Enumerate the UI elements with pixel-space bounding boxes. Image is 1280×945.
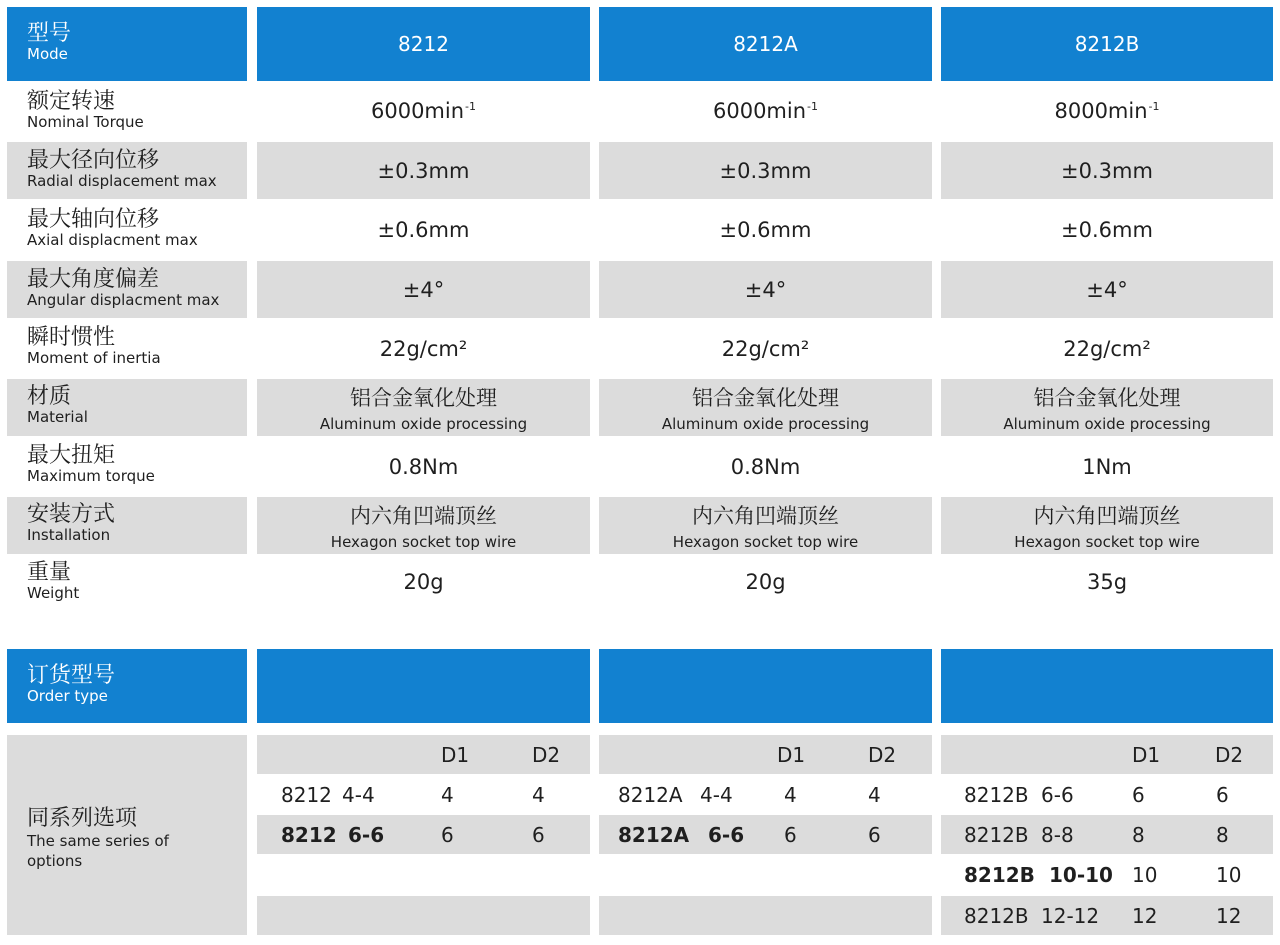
order-header-label-en: Order type	[27, 687, 108, 705]
order-model: 8212B	[964, 782, 1029, 807]
spec-value-cell	[257, 261, 590, 318]
spec-value-en: Aluminum oxide processing	[661, 415, 870, 433]
spec-value-en: Hexagon socket top wire	[1014, 533, 1200, 551]
spec-value-cell	[941, 320, 1273, 378]
spec-value: ±4°	[1086, 277, 1128, 302]
spec-value-cell	[599, 497, 932, 554]
order-header-cell	[257, 649, 590, 723]
spec-value: 铝合金氧化处理	[350, 386, 497, 410]
order-empty-row	[599, 896, 932, 935]
order-d1: 12	[1132, 903, 1158, 928]
row-label-en: Maximum torque	[27, 467, 155, 485]
spec-value: ±0.3mm	[377, 158, 470, 183]
row-label-zh: 最大角度偏差	[27, 267, 160, 292]
row-label-en: Weight	[27, 584, 80, 602]
d2-header: D2	[532, 742, 561, 767]
spec-value-cell	[599, 320, 932, 378]
spec-value: 22g/cm²	[1063, 337, 1151, 361]
order-header-cell	[599, 649, 932, 723]
spec-value: 6000min	[712, 99, 807, 123]
order-item-row	[599, 775, 932, 814]
spec-value-sup: -1	[1148, 100, 1160, 113]
spec-value-cell	[599, 438, 932, 496]
row-label-en: Axial displacment max	[27, 231, 198, 249]
spec-value: ±0.6mm	[1061, 218, 1153, 242]
order-model: 8212A	[618, 782, 683, 807]
order-empty-row	[257, 896, 590, 935]
order-d2: 12	[1216, 903, 1242, 928]
order-d2: 4	[532, 782, 545, 807]
d1-header: D1	[777, 742, 806, 767]
spec-value-cell	[599, 379, 932, 436]
spec-header-model-8212	[257, 7, 590, 81]
row-label-en: Material	[27, 408, 88, 426]
row-label-zh: 最大轴向位移	[27, 207, 160, 232]
spec-header-label-cell	[7, 7, 247, 81]
row-label-zh: 安装方式	[27, 502, 116, 527]
order-size: 4-4	[700, 782, 733, 807]
spec-row-label-rated-speed	[7, 82, 247, 140]
row-label-en: Nominal Torque	[27, 113, 144, 131]
spec-value: 内六角凹端顶丝	[350, 504, 497, 528]
spec-value-cell	[257, 320, 590, 378]
spec-value-cell	[941, 556, 1273, 608]
spec-value: 20g	[745, 570, 786, 594]
spec-value: ±0.3mm	[1061, 158, 1153, 183]
spec-value-cell	[941, 142, 1273, 199]
order-d2: 10	[1216, 862, 1242, 887]
spec-value-en: Aluminum oxide processing	[319, 415, 528, 433]
order-size: 12-12	[1041, 903, 1100, 928]
spec-value: 1Nm	[1082, 455, 1132, 479]
model-name: 8212B	[1074, 32, 1140, 56]
spec-row-label-weight	[7, 556, 247, 614]
order-item-row	[599, 815, 932, 854]
spec-value-cell	[599, 261, 932, 318]
spec-row-label-moment-of-inertia	[7, 320, 247, 378]
order-size: 8-8	[1041, 822, 1074, 847]
order-header-cell	[941, 649, 1273, 723]
spec-value: 35g	[1086, 570, 1128, 594]
series-label-zh: 同系列选项	[27, 806, 138, 831]
spec-value: 铝合金氧化处理	[692, 386, 839, 410]
spec-row-label-axial-displacement	[7, 201, 247, 259]
spec-value-cell	[941, 379, 1273, 436]
order-item-row	[941, 775, 1273, 814]
order-d2: 4	[868, 782, 881, 807]
row-label-zh: 材质	[27, 384, 72, 409]
order-empty-row	[257, 855, 590, 894]
spec-value-cell	[941, 438, 1273, 496]
order-d1: 6	[1132, 782, 1145, 807]
order-model: 8212B	[964, 862, 1035, 887]
order-size: 6-6	[708, 822, 745, 847]
spec-value: ±0.3mm	[719, 158, 812, 183]
order-d1: 4	[441, 782, 454, 807]
order-subheader-row	[257, 735, 590, 774]
order-series-label-cell	[7, 735, 247, 935]
model-name: 8212A	[733, 32, 798, 56]
spec-value-cell	[599, 82, 932, 140]
spec-value-cell	[941, 201, 1273, 259]
spec-value-cell	[599, 201, 932, 259]
spec-value-cell	[599, 556, 932, 608]
order-model: 8212A	[618, 822, 690, 847]
spec-value-en: Aluminum oxide processing	[1003, 415, 1211, 433]
order-empty-row	[599, 855, 932, 894]
order-model: 8212	[281, 782, 332, 807]
order-item-row	[941, 855, 1273, 894]
spec-header-model-8212b	[941, 7, 1273, 81]
order-model: 8212B	[964, 822, 1029, 847]
spec-value: 内六角凹端顶丝	[1033, 504, 1181, 528]
row-label-en: Moment of inertia	[27, 349, 161, 367]
row-label-en: Angular displacment max	[27, 291, 220, 309]
order-subheader-row	[941, 735, 1273, 774]
order-d2: 6	[868, 822, 881, 847]
spec-value-en: Hexagon socket top wire	[672, 533, 859, 551]
order-header-label-zh: 订货型号	[27, 663, 116, 688]
spec-row-label-radial-displacement	[7, 142, 247, 199]
spec-value: 20g	[403, 570, 444, 594]
d1-header: D1	[441, 742, 470, 767]
row-label-zh: 重量	[27, 560, 72, 585]
row-label-zh: 瞬时惯性	[27, 325, 116, 350]
order-size: 6-6	[348, 822, 385, 847]
order-item-row	[257, 775, 590, 814]
order-model: 8212	[281, 822, 337, 847]
spec-row-label-max-torque	[7, 438, 247, 496]
order-size: 4-4	[342, 782, 375, 807]
spec-value-cell	[257, 82, 590, 140]
order-header-label-cell	[7, 649, 247, 723]
spec-value-sup: -1	[807, 100, 818, 113]
d1-header: D1	[1132, 742, 1161, 767]
spec-value: 22g/cm²	[379, 337, 468, 361]
spec-row-label-material	[7, 379, 247, 436]
order-item-row	[941, 896, 1273, 935]
spec-value: ±4°	[402, 277, 445, 302]
spec-value-cell	[257, 201, 590, 259]
order-model: 8212B	[964, 903, 1029, 928]
order-d1: 8	[1132, 822, 1145, 847]
order-subheader-row	[599, 735, 932, 774]
row-label-zh: 最大径向位移	[27, 148, 160, 173]
series-label-en: The same series of options	[27, 832, 169, 870]
order-item-row	[257, 815, 590, 854]
spec-value-cell	[941, 261, 1273, 318]
row-label-zh: 最大扭矩	[27, 443, 116, 468]
spec-value-sup: -1	[465, 100, 476, 113]
spec-value-cell	[941, 497, 1273, 554]
row-label-zh: 额定转速	[27, 89, 116, 114]
d2-header: D2	[1215, 742, 1244, 767]
spec-value-cell	[257, 497, 590, 554]
spec-value: ±0.6mm	[377, 218, 470, 242]
order-d1: 6	[441, 822, 454, 847]
spec-value: 22g/cm²	[721, 337, 810, 361]
spec-value-en: Hexagon socket top wire	[330, 533, 517, 551]
model-name: 8212	[398, 32, 449, 56]
spec-value-cell	[257, 556, 590, 608]
spec-value: 铝合金氧化处理	[1033, 386, 1181, 410]
order-d1: 4	[784, 782, 797, 807]
spec-value-cell	[257, 142, 590, 199]
row-label-en: Installation	[27, 526, 111, 544]
spec-value: 0.8Nm	[388, 455, 459, 479]
spec-value-cell	[257, 438, 590, 496]
spec-header-model-8212a	[599, 7, 932, 81]
row-label-en: Radial displacement max	[27, 172, 217, 190]
spec-value-cell	[941, 82, 1273, 140]
d2-header: D2	[868, 742, 897, 767]
order-d2: 6	[1216, 782, 1229, 807]
order-d2: 8	[1216, 822, 1229, 847]
spec-value-cell	[599, 142, 932, 199]
spec-value: 内六角凹端顶丝	[692, 504, 839, 528]
spec-value: 6000min	[370, 99, 465, 123]
spec-value-cell	[257, 379, 590, 436]
spec-header-label-zh: 型号	[27, 21, 72, 46]
order-item-row	[941, 815, 1273, 854]
spec-value: ±0.6mm	[719, 218, 812, 242]
spec-header-label-en: Mode	[27, 45, 68, 63]
order-size: 10-10	[1049, 862, 1113, 887]
order-d1: 6	[784, 822, 797, 847]
spec-value: ±4°	[744, 277, 787, 302]
order-d2: 6	[532, 822, 545, 847]
order-d1: 10	[1132, 862, 1158, 887]
order-size: 6-6	[1041, 782, 1074, 807]
spec-row-label-angular-displacement	[7, 261, 247, 318]
spec-row-label-installation	[7, 497, 247, 554]
spec-value: 8000min	[1054, 99, 1148, 123]
spec-value: 0.8Nm	[730, 455, 801, 479]
